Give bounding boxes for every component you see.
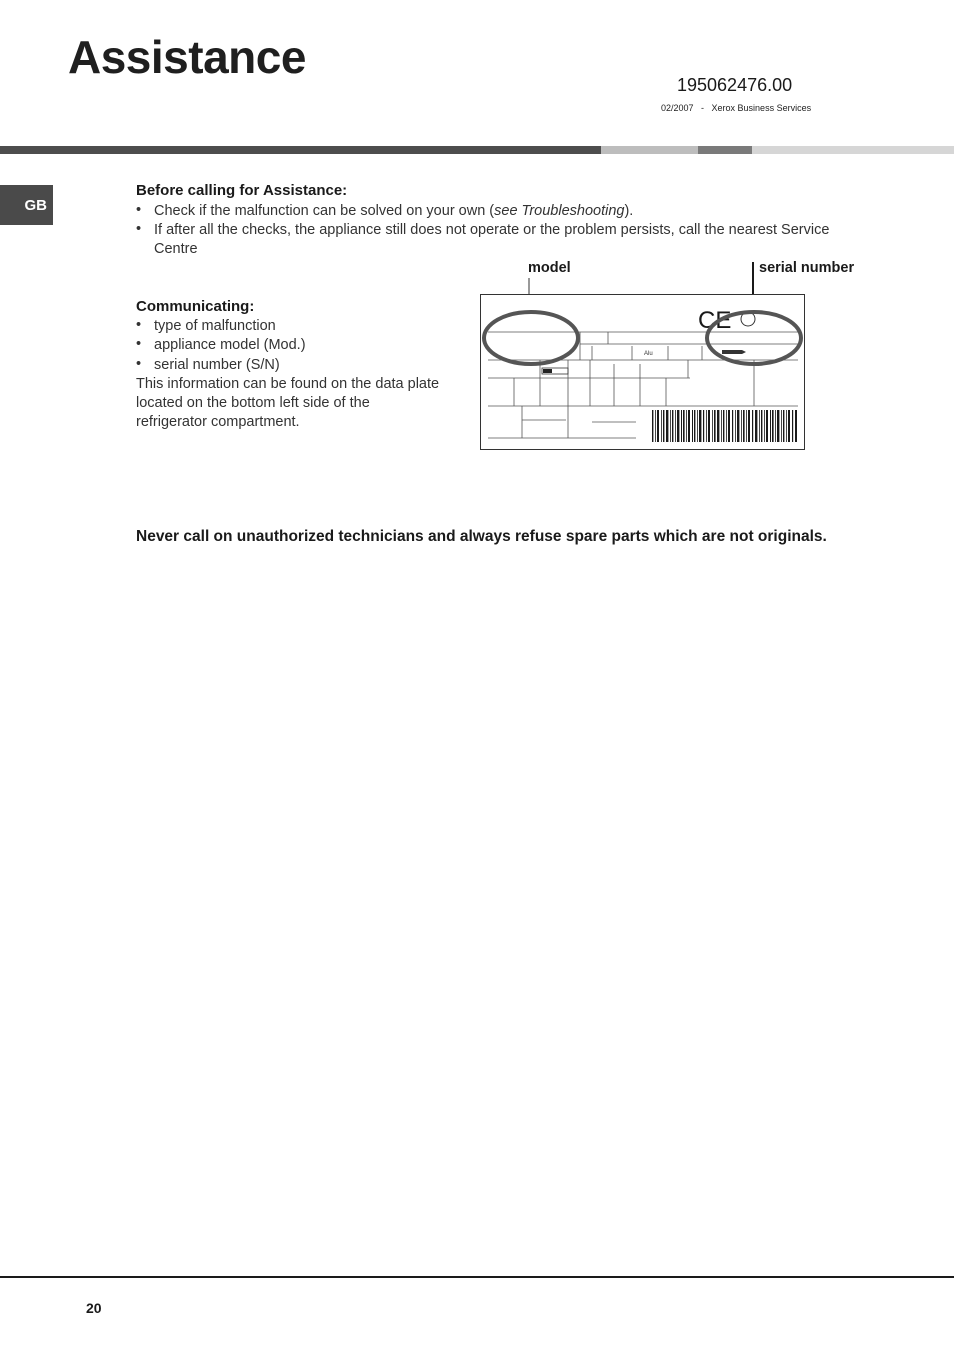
serial-field-marker: [722, 350, 746, 354]
data-plate-diagram: [480, 294, 805, 450]
bullet-marker: •: [136, 356, 142, 372]
document-meta: 02/2007 - Xerox Business Services: [661, 103, 812, 113]
warning-text: Never call on unauthorized technicians and always refuse spare parts which are not originals.: [136, 528, 827, 545]
header-rule-light: [601, 146, 698, 154]
before-calling-bullet-1: [154, 202, 633, 221]
ce-mark-icon: CE: [698, 307, 732, 334]
data-plate-note: located on the bottom left side of the: [136, 395, 370, 411]
communicating-item: type of malfunction: [154, 318, 276, 334]
bullet-marker: •: [136, 317, 142, 333]
before-calling-heading: Before calling for Assistance:: [136, 182, 348, 199]
data-plate-note: This information can be found on the data plate: [136, 376, 440, 392]
communicating-heading: Communicating:: [136, 298, 255, 315]
energy-class-mark: [543, 369, 552, 373]
bullet-marker: •: [136, 221, 142, 237]
footer-rule: [0, 1276, 954, 1278]
model-label: model: [528, 260, 571, 276]
before-calling-bullet-2: If after all the checks, the appliance still does not operate or the problem persists, call the nearest Service: [154, 222, 830, 238]
communicating-item: appliance model (Mod.): [154, 337, 306, 353]
plate-small-text: Alu: [644, 351, 653, 357]
bullet-marker: •: [136, 336, 142, 352]
communicating-item: serial number (S/N): [154, 357, 280, 373]
bullet-1-text: Check if the malfunction can be solved on your own (: [154, 203, 495, 219]
bullet-1-suffix: ).: [624, 203, 634, 219]
bullet-marker: •: [136, 202, 142, 218]
document-number: 195062476.00: [677, 75, 793, 95]
page-number: 20: [86, 1300, 102, 1316]
header-rule-mid: [698, 146, 752, 154]
header-rule-dark: [0, 146, 601, 154]
language-tab: GB: [0, 185, 53, 225]
page-title: Assistance: [68, 31, 306, 83]
header-rule-pale: [752, 146, 954, 154]
troubleshooting-reference: see Troubleshooting: [494, 203, 625, 219]
data-plate-note: refrigerator compartment.: [136, 414, 300, 430]
serial-number-label: serial number: [759, 260, 855, 276]
before-calling-bullet-2-cont: Centre: [154, 241, 198, 257]
